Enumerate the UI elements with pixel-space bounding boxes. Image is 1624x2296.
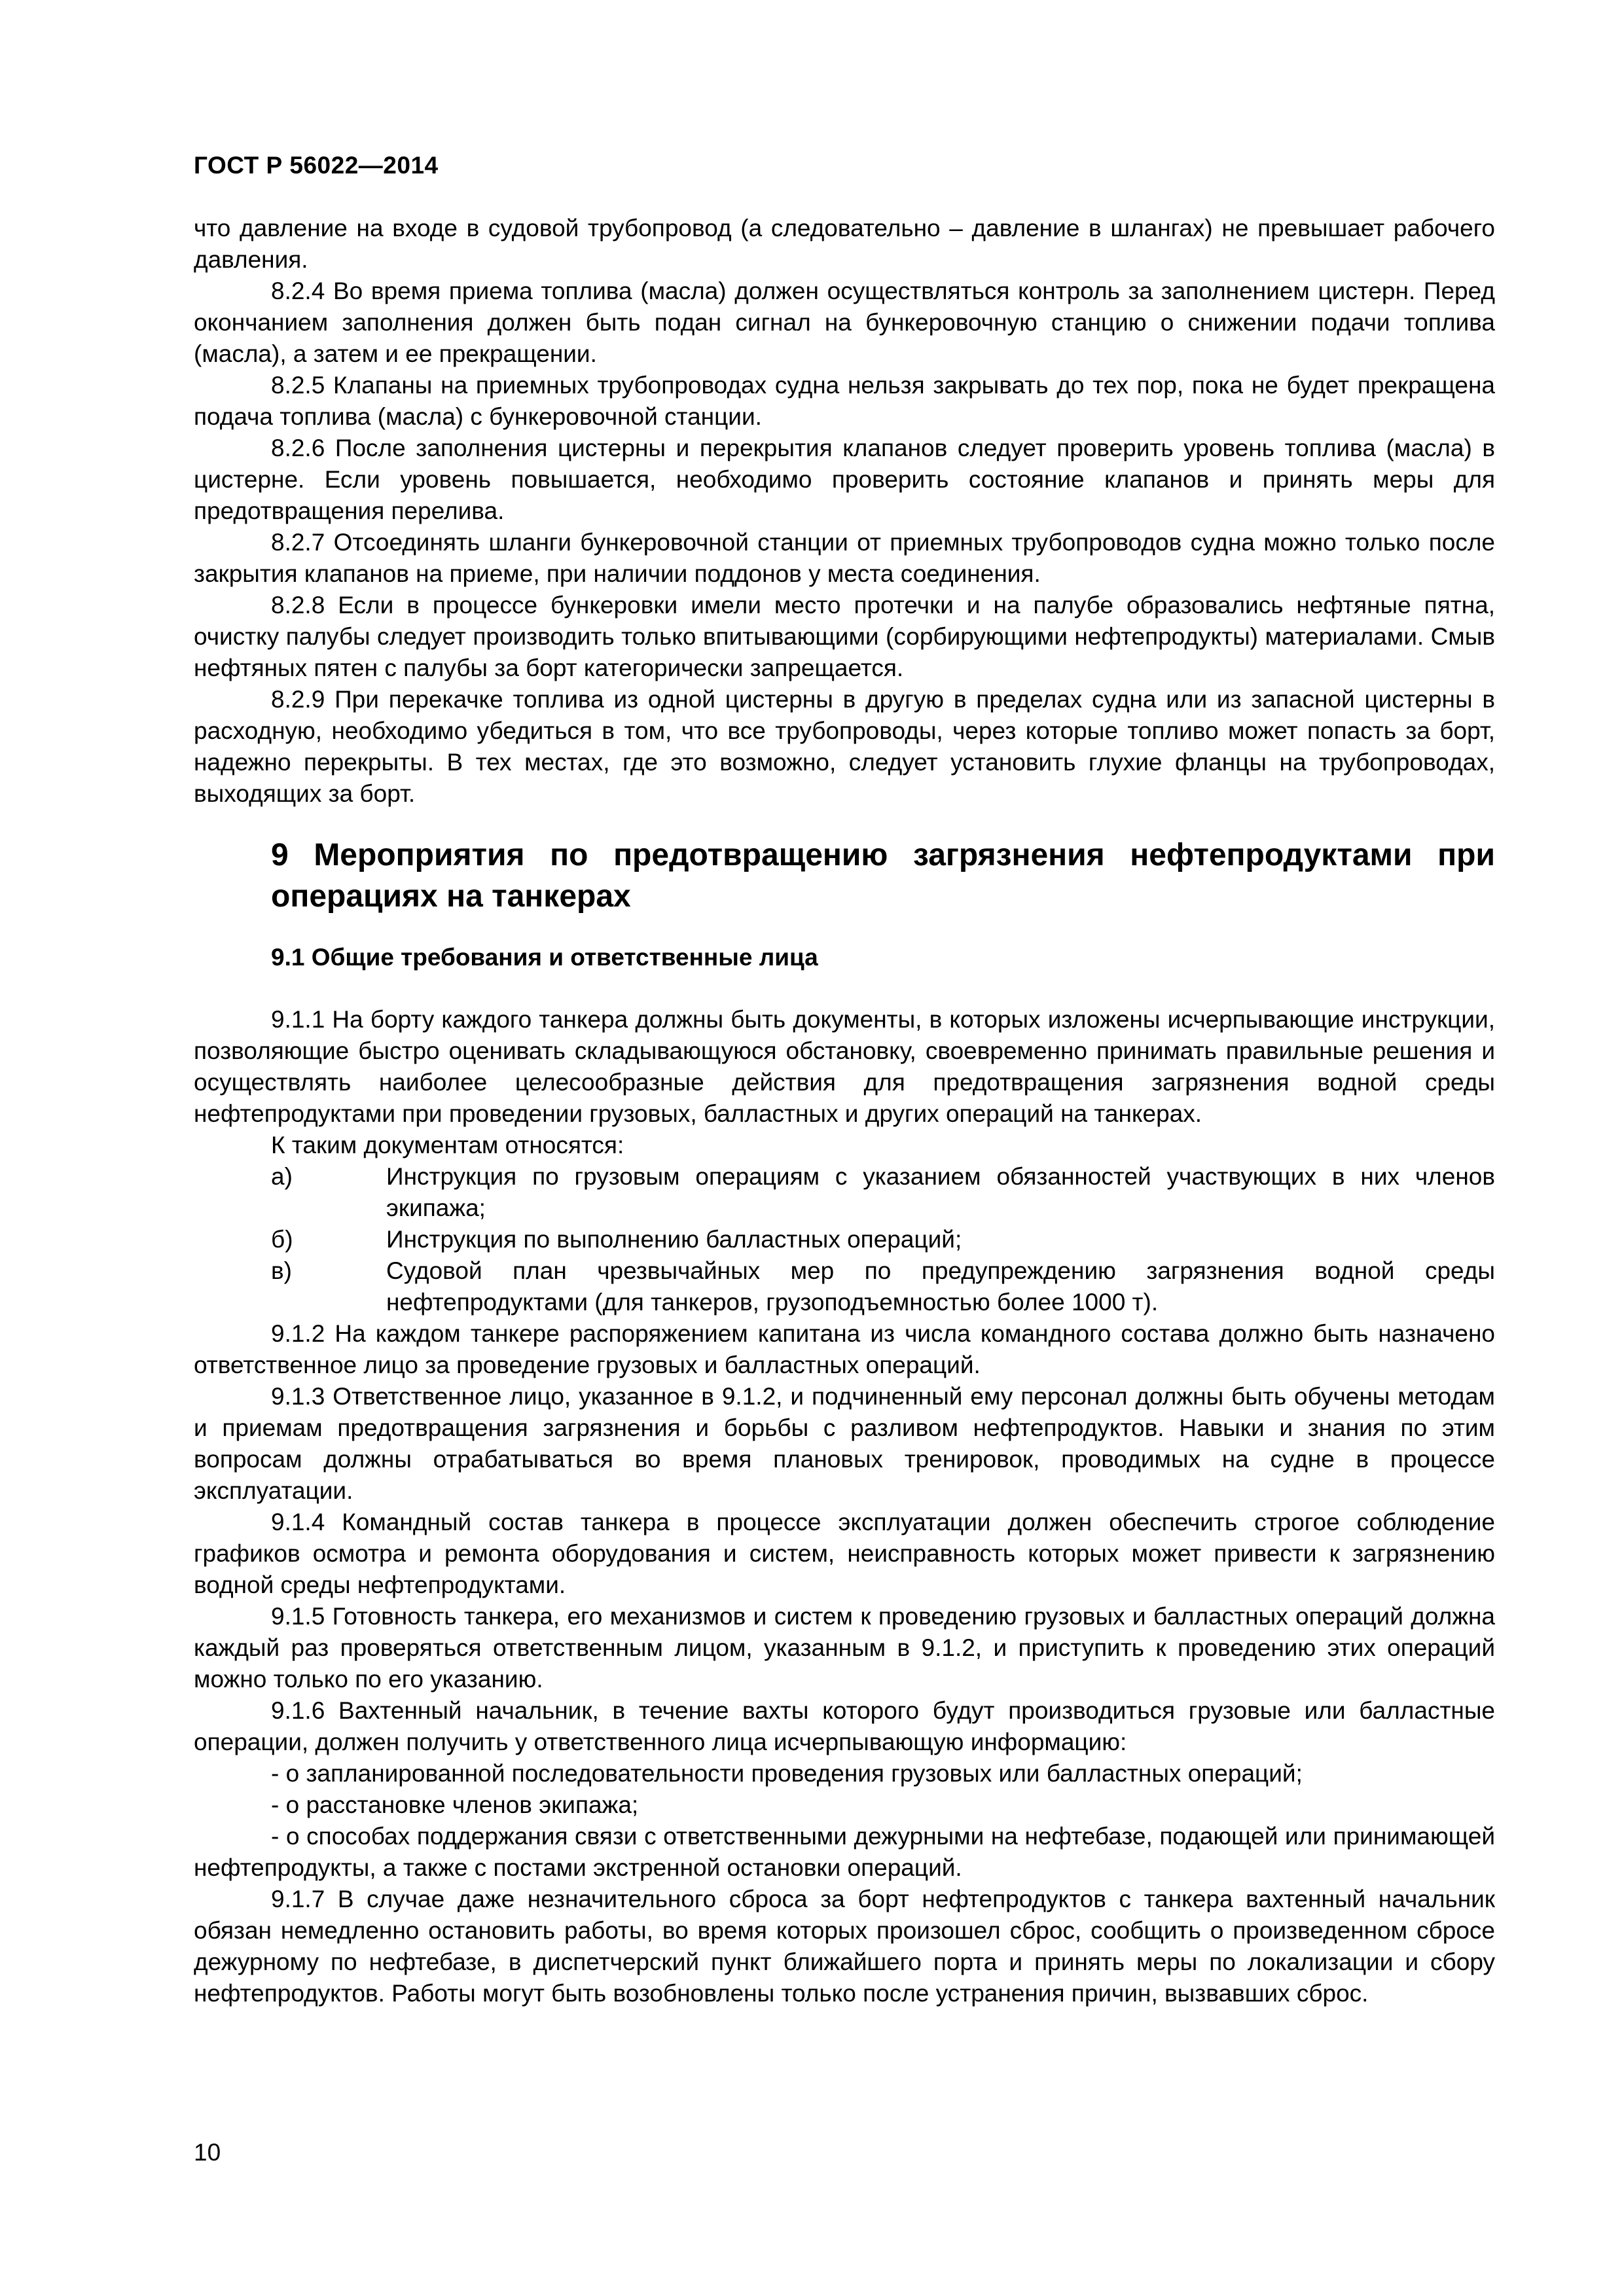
list-item-text: Инструкция по грузовым операциям с указанием обязанностей участвующих в них членов экипажа; bbox=[386, 1163, 1495, 1221]
subsection-9-1-heading: 9.1 Общие требования и ответственные лица bbox=[271, 944, 818, 971]
paragraph: 8.2.4 Во время приема топлива (масла) должен осуществляться контроль за заполнением цистерн. Перед окончанием заполнения должен быть подан сигнал на бункеровочную станцию о снижении подачи топлива (масла), а затем и ее прекращении. bbox=[194, 278, 1495, 367]
paragraph: 8.2.7 Отсоединять шланги бункеровочной станции от приемных трубопроводов судна можно только после закрытия клапанов на приеме, при наличии поддонов у места соединения. bbox=[194, 529, 1495, 587]
paragraph: 8.2.9 При перекачке топлива из одной цистерны в другую в пределах судна или из запасной цистерны в расходную, необходимо убедиться в том, что все трубопроводы, через которые топливо может попасть за борт, надежно перекрыты. В тех местах, где это возможно, следует установить глухие фланцы на трубопроводах, выходящих за борт. bbox=[194, 686, 1495, 807]
paragraph-9-1-3: 9.1.3 Ответственное лицо, указанное в 9.1.2, и подчиненный ему персонал должны быть обучены методам и приемам предотвращения загрязнения и борьбы с разливом нефтепродуктов. Навыки и знания по этим вопросам должны отрабатываться во время плановых тренировок, проводимых на судне в процессе эксплуатации. bbox=[194, 1383, 1495, 1504]
list-marker: в) bbox=[271, 1257, 292, 1284]
paragraph-9-1-4: 9.1.4 Командный состав танкера в процессе эксплуатации должен обеспечить строгое соблюдение графиков осмотра и ремонта оборудования и систем, неисправность которых может привести к загрязнению водной среды нефтепродуктами. bbox=[194, 1509, 1495, 1598]
paragraph-9-1-6: 9.1.6 Вахтенный начальник, в течение вахты которого будут производиться грузовые или балластные операции, должен получить у ответственного лица исчерпывающую информацию: bbox=[194, 1697, 1495, 1755]
paragraph: 8.2.6 После заполнения цистерны и перекрытия клапанов следует проверить уровень топлива (масла) в цистерне. Если уровень повышается, необходимо проверить состояние клапанов и принять меры для предотвращения перелива. bbox=[194, 435, 1495, 524]
page-number: 10 bbox=[194, 2139, 221, 2166]
section-8-continuation bbox=[194, 213, 1495, 810]
dash-list-item: - о расстановке членов экипажа; bbox=[271, 1791, 639, 1818]
paragraph-9-1-5: 9.1.5 Готовность танкера, его механизмов и систем к проведению грузовых и балластных операций должна каждый раз проверяться ответственным лицом, указанным в 9.1.2, и приступить к проведению этих операций можно только по его указанию. bbox=[194, 1603, 1495, 1693]
paragraph-9-1-2: 9.1.2 На каждом танкере распоряжением капитана из числа командного состава должно быть назначено ответственное лицо за проведение грузовых и балластных операций. bbox=[194, 1320, 1495, 1378]
list-item bbox=[194, 1224, 1495, 1255]
list-item bbox=[194, 1255, 1495, 1318]
paragraph-9-1-7: 9.1.7 В случае даже незначительного сброса за борт нефтепродуктов с танкера вахтенный начальник обязан немедленно остановить работы, во время которых произошел сброс, сообщить о произведенном сбросе дежурному по нефтебазе, в диспетчерский пункт ближайшего порта и принять меры по локализации и сбору нефтепродуктов. Работы могут быть возобновлены только после устранения причин, вызвавших сброс. bbox=[194, 1886, 1495, 2007]
list-item-text: Судовой план чрезвычайных мер по предупреждению загрязнения водной среды нефтепродуктами (для танкеров, грузоподъемностью более 1000 т). bbox=[386, 1257, 1495, 1316]
paragraph: 8.2.8 Если в процессе бункеровки имели место протечки и на палубе образовались нефтяные пятна, очистку палубы следует производить только впитывающими (сорбирующими нефтепродукты) материалами. Смыв нефтяных пятен с палубы за борт категорически запрещается. bbox=[194, 592, 1495, 681]
list-marker: б) bbox=[271, 1226, 293, 1253]
paragraph: 8.2.5 Клапаны на приемных трубопроводах судна нельзя закрывать до тех пор, пока не будет прекращена подача топлива (масла) с бункеровочной станции. bbox=[194, 372, 1495, 430]
paragraph: что давление на входе в судовой трубопровод (а следовательно – давление в шлангах) не превышает рабочего давления. bbox=[194, 215, 1495, 273]
dash-list-item: - о запланированной последовательности проведения грузовых или балластных операций; bbox=[271, 1760, 1303, 1787]
dash-list-item: - о способах поддержания связи с ответственными дежурными на нефтебазе, подающей или принимающей нефтепродукты, а также с постами экстренной остановки операций. bbox=[194, 1823, 1495, 1881]
list-item bbox=[194, 1161, 1495, 1224]
section-9-heading: 9 Мероприятия по предотвращению загрязнения нефтепродуктами при операциях на танкерах bbox=[271, 838, 1495, 914]
paragraph-9-1-1: 9.1.1 На борту каждого танкера должны быть документы, в которых изложены исчерпывающие инструкции, позволяющие быстро оценивать складывающуюся обстановку, своевременно принимать правильные решения и осуществлять наиболее целесообразные действия для предотвращения загрязнения водной среды нефтепродуктами при проведении грузовых, балластных и других операций на танкерах. bbox=[194, 1006, 1495, 1127]
list-item-text: Инструкция по выполнению балластных операций; bbox=[386, 1226, 962, 1253]
section-9-body bbox=[194, 1004, 1495, 2009]
documents-intro: К таким документам относятся: bbox=[271, 1132, 624, 1158]
document-header: ГОСТ Р 56022—2014 bbox=[194, 152, 439, 179]
list-marker: а) bbox=[271, 1163, 293, 1190]
